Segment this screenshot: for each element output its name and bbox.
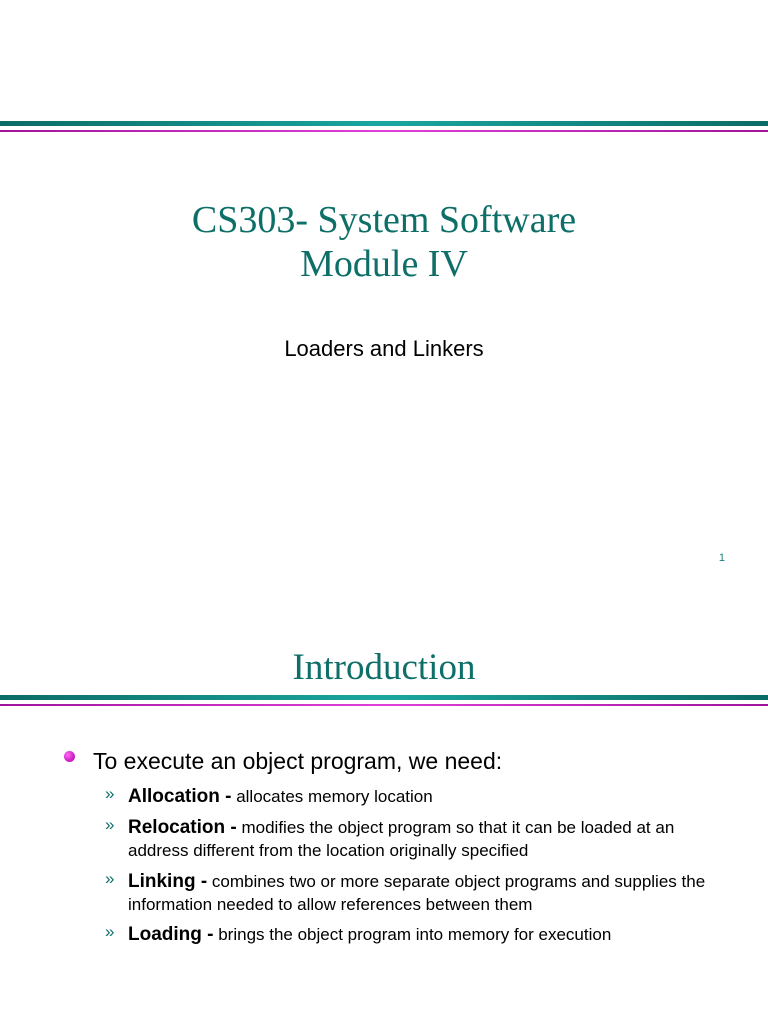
title-line-module: Module IV [300, 243, 468, 285]
list-item [105, 870, 725, 916]
description: modifies the object program so that it can be loaded at an address different from the location originally specified [128, 818, 675, 860]
description: combines two or more separate object programs and supplies the information needed to allow references between them [128, 872, 706, 914]
description: allocates memory location [236, 787, 433, 806]
bullet-dot-icon [64, 751, 75, 762]
page-number: 1 [718, 552, 725, 564]
chevron-icon: » [105, 784, 115, 803]
term: Loading - [128, 924, 214, 945]
list-item [105, 923, 725, 946]
slide-subtitle: Loaders and Linkers [284, 336, 484, 361]
title-line-course: CS303- System Software [191, 199, 577, 241]
term: Relocation - [128, 817, 237, 838]
chevron-icon: » [105, 815, 115, 834]
term: Allocation - [128, 786, 232, 807]
list-item [105, 816, 725, 862]
introduction-slide [0, 600, 768, 1024]
slide-title: Introduction [292, 647, 476, 688]
description: brings the object program into memory for execution [218, 925, 612, 944]
chevron-icon: » [105, 869, 115, 888]
chevron-icon: » [105, 922, 115, 941]
slide-title [0, 198, 768, 286]
main-bullet-text: To execute an object program, we need: [93, 748, 503, 774]
list-item [105, 785, 725, 808]
main-bullet [64, 748, 502, 775]
term: Linking - [128, 871, 208, 892]
